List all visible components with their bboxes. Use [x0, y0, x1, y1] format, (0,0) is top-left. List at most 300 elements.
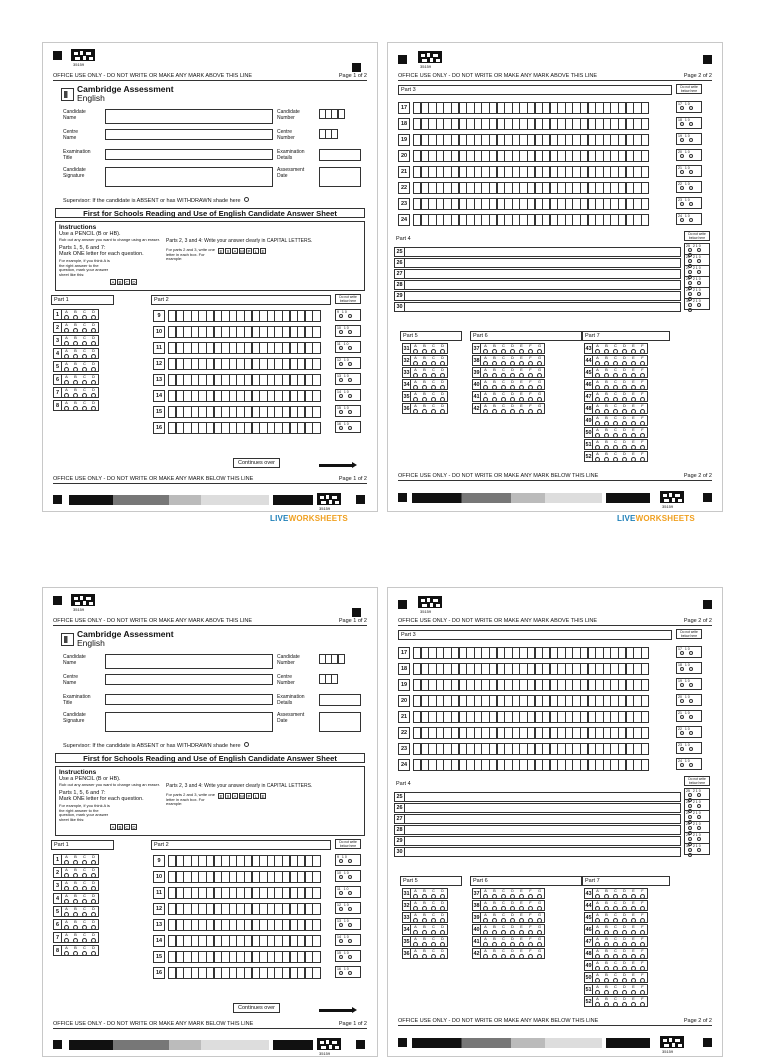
letter-box[interactable] [312, 951, 320, 963]
answer-option-d[interactable] [508, 368, 517, 377]
answer-option-d[interactable] [89, 855, 98, 864]
answer-option-d[interactable] [438, 937, 447, 946]
letter-boxes[interactable] [413, 102, 648, 114]
answer-option-b[interactable] [420, 889, 429, 898]
answer-bubble-icon[interactable] [640, 942, 645, 947]
answer-bubble-icon[interactable] [510, 409, 515, 414]
answer-bubble-icon[interactable] [595, 894, 600, 899]
answer-option-d[interactable] [508, 889, 517, 898]
answer-option-d[interactable] [508, 901, 517, 910]
answer-option-c[interactable] [499, 404, 508, 413]
answer-bubble-icon[interactable] [501, 361, 506, 366]
answer-option-e[interactable] [629, 913, 638, 922]
answer-bubble-icon[interactable] [64, 380, 69, 385]
answer-bubble-icon[interactable] [613, 942, 618, 947]
answer-bubble-icon[interactable] [613, 930, 618, 935]
letter-box[interactable] [312, 887, 320, 899]
mark-bubble-icon[interactable] [680, 218, 684, 222]
answer-option-d[interactable] [438, 901, 447, 910]
answer-bubble-icon[interactable] [595, 930, 600, 935]
answer-bubble-icon[interactable] [492, 349, 497, 354]
answer-option-d[interactable] [508, 937, 517, 946]
answer-bubble-icon[interactable] [413, 361, 418, 366]
answer-option-e[interactable] [517, 368, 526, 377]
answer-option-b[interactable] [71, 323, 80, 332]
answer-option-e[interactable] [629, 404, 638, 413]
answer-option-c[interactable] [611, 937, 620, 946]
letter-box[interactable] [641, 711, 649, 723]
answer-option-c[interactable] [429, 356, 438, 365]
answer-bubble-icon[interactable] [604, 385, 609, 390]
mark-bubble-icon[interactable] [680, 747, 684, 751]
answer-option-c[interactable] [429, 949, 438, 958]
mark-bubble-icon[interactable] [689, 763, 693, 767]
mark-bubble-icon[interactable] [689, 699, 693, 703]
answer-bubble-icon[interactable] [91, 860, 96, 865]
answer-option-b[interactable] [420, 937, 429, 946]
letter-box[interactable] [312, 406, 320, 418]
mark-bubble-icon[interactable] [697, 259, 701, 263]
answer-option-a[interactable] [481, 356, 490, 365]
mark-bubble-icon[interactable] [697, 848, 701, 852]
answer-option-e[interactable] [517, 380, 526, 389]
answer-bubble-icon[interactable] [622, 894, 627, 899]
answer-bubble-icon[interactable] [613, 385, 618, 390]
answer-option-c[interactable] [611, 344, 620, 353]
letter-boxes[interactable] [413, 118, 648, 130]
answer-option-e[interactable] [629, 949, 638, 958]
answer-option-c[interactable] [499, 368, 508, 377]
answer-bubble-icon[interactable] [501, 906, 506, 911]
letter-box[interactable] [312, 919, 320, 931]
answer-option-d[interactable] [89, 375, 98, 384]
answer-option-a[interactable] [593, 889, 602, 898]
answer-option-g[interactable] [535, 889, 544, 898]
letter-box[interactable] [641, 134, 649, 146]
mark-bubble-icon[interactable] [348, 971, 352, 975]
answer-bubble-icon[interactable] [492, 954, 497, 959]
letter-box[interactable] [641, 743, 649, 755]
digit-box[interactable] [338, 654, 345, 664]
answer-option-e[interactable] [517, 937, 526, 946]
answer-option-b[interactable] [602, 937, 611, 946]
answer-bubble-icon[interactable] [91, 938, 96, 943]
mark-bubble-icon[interactable] [689, 170, 693, 174]
answer-bubble-icon[interactable] [595, 457, 600, 462]
answer-option-c[interactable] [499, 392, 508, 401]
digit-box[interactable] [338, 109, 345, 119]
field-candidate_name[interactable] [105, 109, 273, 124]
answer-bubble-icon[interactable] [422, 385, 427, 390]
answer-bubble-icon[interactable] [640, 421, 645, 426]
answer-bubble-icon[interactable] [537, 918, 542, 923]
answer-bubble-icon[interactable] [510, 930, 515, 935]
answer-option-c[interactable] [80, 933, 89, 942]
absent-bubble-icon[interactable] [244, 742, 249, 747]
mark-bubble-icon[interactable] [348, 923, 352, 927]
letter-boxes[interactable] [413, 759, 648, 771]
mark-bubble-icon[interactable] [348, 891, 352, 895]
answer-bubble-icon[interactable] [91, 341, 96, 346]
answer-option-e[interactable] [517, 404, 526, 413]
answer-option-d[interactable] [508, 392, 517, 401]
answer-bubble-icon[interactable] [64, 938, 69, 943]
answer-option-a[interactable] [593, 452, 602, 461]
answer-bubble-icon[interactable] [64, 951, 69, 956]
answer-bubble-icon[interactable] [640, 906, 645, 911]
answer-bubble-icon[interactable] [422, 894, 427, 899]
answer-line[interactable] [405, 847, 681, 857]
answer-option-a[interactable] [62, 323, 71, 332]
answer-bubble-icon[interactable] [73, 406, 78, 411]
answer-bubble-icon[interactable] [440, 409, 445, 414]
answer-bubble-icon[interactable] [622, 385, 627, 390]
mark-bubble-icon[interactable] [688, 292, 692, 296]
answer-option-d[interactable] [620, 452, 629, 461]
answer-bubble-icon[interactable] [431, 954, 436, 959]
answer-bubble-icon[interactable] [528, 361, 533, 366]
answer-option-f[interactable] [638, 392, 647, 401]
answer-bubble-icon[interactable] [622, 397, 627, 402]
answer-option-d[interactable] [508, 913, 517, 922]
field-candidate_number[interactable] [319, 109, 344, 119]
answer-option-c[interactable] [429, 937, 438, 946]
letter-box[interactable] [312, 935, 320, 947]
answer-option-c[interactable] [499, 925, 508, 934]
answer-option-b[interactable] [602, 428, 611, 437]
answer-option-b[interactable] [490, 368, 499, 377]
answer-option-a[interactable] [481, 901, 490, 910]
answer-line[interactable] [405, 803, 681, 813]
answer-bubble-icon[interactable] [640, 433, 645, 438]
answer-option-d[interactable] [89, 310, 98, 319]
answer-bubble-icon[interactable] [595, 421, 600, 426]
answer-bubble-icon[interactable] [595, 445, 600, 450]
answer-bubble-icon[interactable] [492, 942, 497, 947]
answer-bubble-icon[interactable] [537, 361, 542, 366]
letter-box[interactable] [641, 727, 649, 739]
letter-box[interactable] [641, 647, 649, 659]
answer-bubble-icon[interactable] [510, 906, 515, 911]
answer-option-b[interactable] [602, 925, 611, 934]
field-candidate_name[interactable] [105, 654, 273, 669]
answer-option-c[interactable] [611, 380, 620, 389]
mark-bubble-icon[interactable] [680, 122, 684, 126]
answer-option-d[interactable] [89, 362, 98, 371]
answer-option-b[interactable] [71, 310, 80, 319]
answer-bubble-icon[interactable] [440, 373, 445, 378]
answer-option-b[interactable] [490, 380, 499, 389]
answer-bubble-icon[interactable] [631, 445, 636, 450]
answer-bubble-icon[interactable] [631, 433, 636, 438]
answer-option-b[interactable] [71, 855, 80, 864]
answer-option-a[interactable] [62, 388, 71, 397]
answer-bubble-icon[interactable] [82, 367, 87, 372]
answer-option-d[interactable] [620, 925, 629, 934]
answer-bubble-icon[interactable] [413, 397, 418, 402]
answer-bubble-icon[interactable] [510, 361, 515, 366]
answer-bubble-icon[interactable] [82, 899, 87, 904]
answer-bubble-icon[interactable] [483, 930, 488, 935]
mark-bubble-icon[interactable] [339, 891, 343, 895]
answer-option-b[interactable] [420, 901, 429, 910]
answer-bubble-icon[interactable] [413, 930, 418, 935]
answer-bubble-icon[interactable] [604, 966, 609, 971]
answer-bubble-icon[interactable] [528, 942, 533, 947]
answer-bubble-icon[interactable] [73, 354, 78, 359]
answer-bubble-icon[interactable] [631, 906, 636, 911]
answer-option-g[interactable] [535, 925, 544, 934]
answer-option-b[interactable] [602, 997, 611, 1006]
answer-option-b[interactable] [420, 925, 429, 934]
mark-bubble-icon[interactable] [339, 939, 343, 943]
letter-boxes[interactable] [168, 887, 320, 899]
answer-bubble-icon[interactable] [604, 409, 609, 414]
answer-line[interactable] [405, 247, 681, 257]
answer-bubble-icon[interactable] [431, 894, 436, 899]
answer-option-c[interactable] [80, 336, 89, 345]
answer-option-c[interactable] [80, 855, 89, 864]
mark-bubble-icon[interactable] [688, 308, 692, 312]
field-candidate_signature[interactable] [105, 712, 273, 732]
answer-bubble-icon[interactable] [537, 894, 542, 899]
answer-option-b[interactable] [71, 375, 80, 384]
field-centre_number[interactable] [319, 129, 338, 139]
letter-box[interactable] [641, 182, 649, 194]
answer-option-c[interactable] [611, 368, 620, 377]
answer-option-d[interactable] [89, 946, 98, 955]
answer-bubble-icon[interactable] [613, 918, 618, 923]
answer-bubble-icon[interactable] [422, 954, 427, 959]
answer-option-c[interactable] [80, 868, 89, 877]
mark-bubble-icon[interactable] [348, 410, 352, 414]
answer-bubble-icon[interactable] [431, 373, 436, 378]
answer-bubble-icon[interactable] [640, 385, 645, 390]
answer-bubble-icon[interactable] [640, 457, 645, 462]
answer-bubble-icon[interactable] [622, 918, 627, 923]
answer-bubble-icon[interactable] [91, 354, 96, 359]
answer-line[interactable] [405, 258, 681, 268]
answer-option-g[interactable] [535, 901, 544, 910]
mark-bubble-icon[interactable] [348, 955, 352, 959]
mark-bubble-icon[interactable] [688, 793, 692, 797]
answer-bubble-icon[interactable] [537, 349, 542, 354]
answer-option-b[interactable] [71, 388, 80, 397]
answer-option-f[interactable] [638, 404, 647, 413]
answer-option-a[interactable] [593, 997, 602, 1006]
answer-bubble-icon[interactable] [91, 912, 96, 917]
answer-option-b[interactable] [420, 368, 429, 377]
answer-option-d[interactable] [89, 323, 98, 332]
answer-bubble-icon[interactable] [73, 873, 78, 878]
letter-boxes[interactable] [168, 935, 320, 947]
mark-bubble-icon[interactable] [348, 426, 352, 430]
answer-option-a[interactable] [593, 925, 602, 934]
letter-box[interactable] [312, 390, 320, 402]
answer-bubble-icon[interactable] [73, 951, 78, 956]
answer-option-d[interactable] [508, 356, 517, 365]
answer-option-b[interactable] [602, 961, 611, 970]
answer-option-a[interactable] [62, 855, 71, 864]
answer-bubble-icon[interactable] [640, 918, 645, 923]
answer-option-a[interactable] [411, 356, 420, 365]
answer-option-d[interactable] [508, 344, 517, 353]
answer-option-e[interactable] [629, 392, 638, 401]
answer-option-b[interactable] [420, 392, 429, 401]
answer-option-a[interactable] [481, 380, 490, 389]
answer-bubble-icon[interactable] [431, 361, 436, 366]
answer-option-b[interactable] [602, 404, 611, 413]
answer-bubble-icon[interactable] [604, 349, 609, 354]
answer-option-b[interactable] [490, 404, 499, 413]
answer-bubble-icon[interactable] [528, 894, 533, 899]
answer-option-f[interactable] [526, 901, 535, 910]
mark-bubble-icon[interactable] [680, 715, 684, 719]
answer-bubble-icon[interactable] [595, 397, 600, 402]
answer-bubble-icon[interactable] [483, 409, 488, 414]
answer-option-d[interactable] [438, 889, 447, 898]
answer-option-f[interactable] [638, 985, 647, 994]
letter-box[interactable] [312, 903, 320, 915]
letter-boxes[interactable] [413, 166, 648, 178]
answer-bubble-icon[interactable] [613, 894, 618, 899]
answer-bubble-icon[interactable] [613, 990, 618, 995]
answer-option-f[interactable] [638, 949, 647, 958]
answer-bubble-icon[interactable] [413, 409, 418, 414]
answer-bubble-icon[interactable] [640, 445, 645, 450]
answer-bubble-icon[interactable] [91, 886, 96, 891]
answer-bubble-icon[interactable] [440, 954, 445, 959]
answer-bubble-icon[interactable] [528, 906, 533, 911]
letter-boxes[interactable] [413, 743, 648, 755]
answer-bubble-icon[interactable] [622, 966, 627, 971]
answer-bubble-icon[interactable] [422, 349, 427, 354]
answer-bubble-icon[interactable] [440, 906, 445, 911]
answer-option-a[interactable] [62, 933, 71, 942]
answer-bubble-icon[interactable] [622, 978, 627, 983]
answer-bubble-icon[interactable] [510, 373, 515, 378]
answer-option-b[interactable] [490, 937, 499, 946]
answer-option-a[interactable] [481, 392, 490, 401]
answer-bubble-icon[interactable] [64, 367, 69, 372]
answer-option-f[interactable] [638, 925, 647, 934]
answer-option-b[interactable] [490, 913, 499, 922]
answer-bubble-icon[interactable] [91, 393, 96, 398]
letter-boxes[interactable] [168, 390, 320, 402]
answer-bubble-icon[interactable] [640, 930, 645, 935]
answer-bubble-icon[interactable] [537, 409, 542, 414]
answer-bubble-icon[interactable] [73, 393, 78, 398]
letter-boxes[interactable] [413, 198, 648, 210]
answer-bubble-icon[interactable] [440, 385, 445, 390]
letter-boxes[interactable] [168, 326, 320, 338]
answer-bubble-icon[interactable] [613, 954, 618, 959]
answer-bubble-icon[interactable] [528, 397, 533, 402]
answer-bubble-icon[interactable] [622, 421, 627, 426]
answer-bubble-icon[interactable] [82, 328, 87, 333]
digit-box[interactable] [331, 129, 338, 139]
answer-option-f[interactable] [526, 937, 535, 946]
answer-bubble-icon[interactable] [537, 373, 542, 378]
field-centre_name[interactable] [105, 129, 273, 140]
answer-bubble-icon[interactable] [73, 315, 78, 320]
mark-bubble-icon[interactable] [689, 106, 693, 110]
answer-option-e[interactable] [629, 416, 638, 425]
answer-option-d[interactable] [620, 949, 629, 958]
answer-bubble-icon[interactable] [640, 966, 645, 971]
letter-boxes[interactable] [168, 951, 320, 963]
answer-bubble-icon[interactable] [613, 906, 618, 911]
digit-box[interactable] [331, 674, 338, 684]
answer-option-b[interactable] [71, 881, 80, 890]
field-centre_name[interactable] [105, 674, 273, 685]
answer-option-f[interactable] [638, 368, 647, 377]
letter-box[interactable] [641, 150, 649, 162]
answer-option-a[interactable] [593, 368, 602, 377]
absent-bubble-icon[interactable] [244, 197, 249, 202]
answer-bubble-icon[interactable] [622, 361, 627, 366]
answer-bubble-icon[interactable] [82, 354, 87, 359]
answer-bubble-icon[interactable] [595, 942, 600, 947]
answer-option-e[interactable] [629, 440, 638, 449]
answer-bubble-icon[interactable] [537, 385, 542, 390]
answer-option-c[interactable] [429, 404, 438, 413]
answer-option-d[interactable] [438, 925, 447, 934]
answer-bubble-icon[interactable] [595, 349, 600, 354]
answer-option-a[interactable] [62, 401, 71, 410]
answer-bubble-icon[interactable] [64, 406, 69, 411]
answer-bubble-icon[interactable] [431, 349, 436, 354]
answer-option-b[interactable] [71, 907, 80, 916]
answer-bubble-icon[interactable] [501, 930, 506, 935]
answer-bubble-icon[interactable] [492, 385, 497, 390]
answer-bubble-icon[interactable] [537, 954, 542, 959]
answer-option-a[interactable] [62, 894, 71, 903]
answer-option-e[interactable] [629, 889, 638, 898]
answer-line[interactable] [405, 825, 681, 835]
answer-bubble-icon[interactable] [519, 918, 524, 923]
answer-bubble-icon[interactable] [640, 409, 645, 414]
letter-boxes[interactable] [168, 855, 320, 867]
letter-box[interactable] [641, 102, 649, 114]
answer-option-a[interactable] [411, 368, 420, 377]
answer-option-c[interactable] [80, 388, 89, 397]
letter-box[interactable] [312, 342, 320, 354]
answer-option-c[interactable] [611, 925, 620, 934]
answer-option-e[interactable] [629, 973, 638, 982]
mark-bubble-icon[interactable] [688, 303, 692, 307]
answer-option-d[interactable] [620, 356, 629, 365]
answer-bubble-icon[interactable] [91, 315, 96, 320]
answer-option-c[interactable] [499, 937, 508, 946]
mark-bubble-icon[interactable] [680, 202, 684, 206]
answer-bubble-icon[interactable] [413, 349, 418, 354]
answer-option-c[interactable] [429, 925, 438, 934]
field-exam_details[interactable] [319, 694, 361, 706]
mark-bubble-icon[interactable] [348, 378, 352, 382]
mark-bubble-icon[interactable] [689, 651, 693, 655]
answer-option-f[interactable] [526, 925, 535, 934]
answer-bubble-icon[interactable] [64, 886, 69, 891]
answer-bubble-icon[interactable] [492, 918, 497, 923]
answer-option-c[interactable] [611, 901, 620, 910]
answer-option-e[interactable] [629, 901, 638, 910]
field-assessment_date[interactable] [319, 167, 361, 187]
answer-bubble-icon[interactable] [501, 409, 506, 414]
answer-bubble-icon[interactable] [613, 373, 618, 378]
answer-bubble-icon[interactable] [595, 373, 600, 378]
answer-option-d[interactable] [89, 388, 98, 397]
